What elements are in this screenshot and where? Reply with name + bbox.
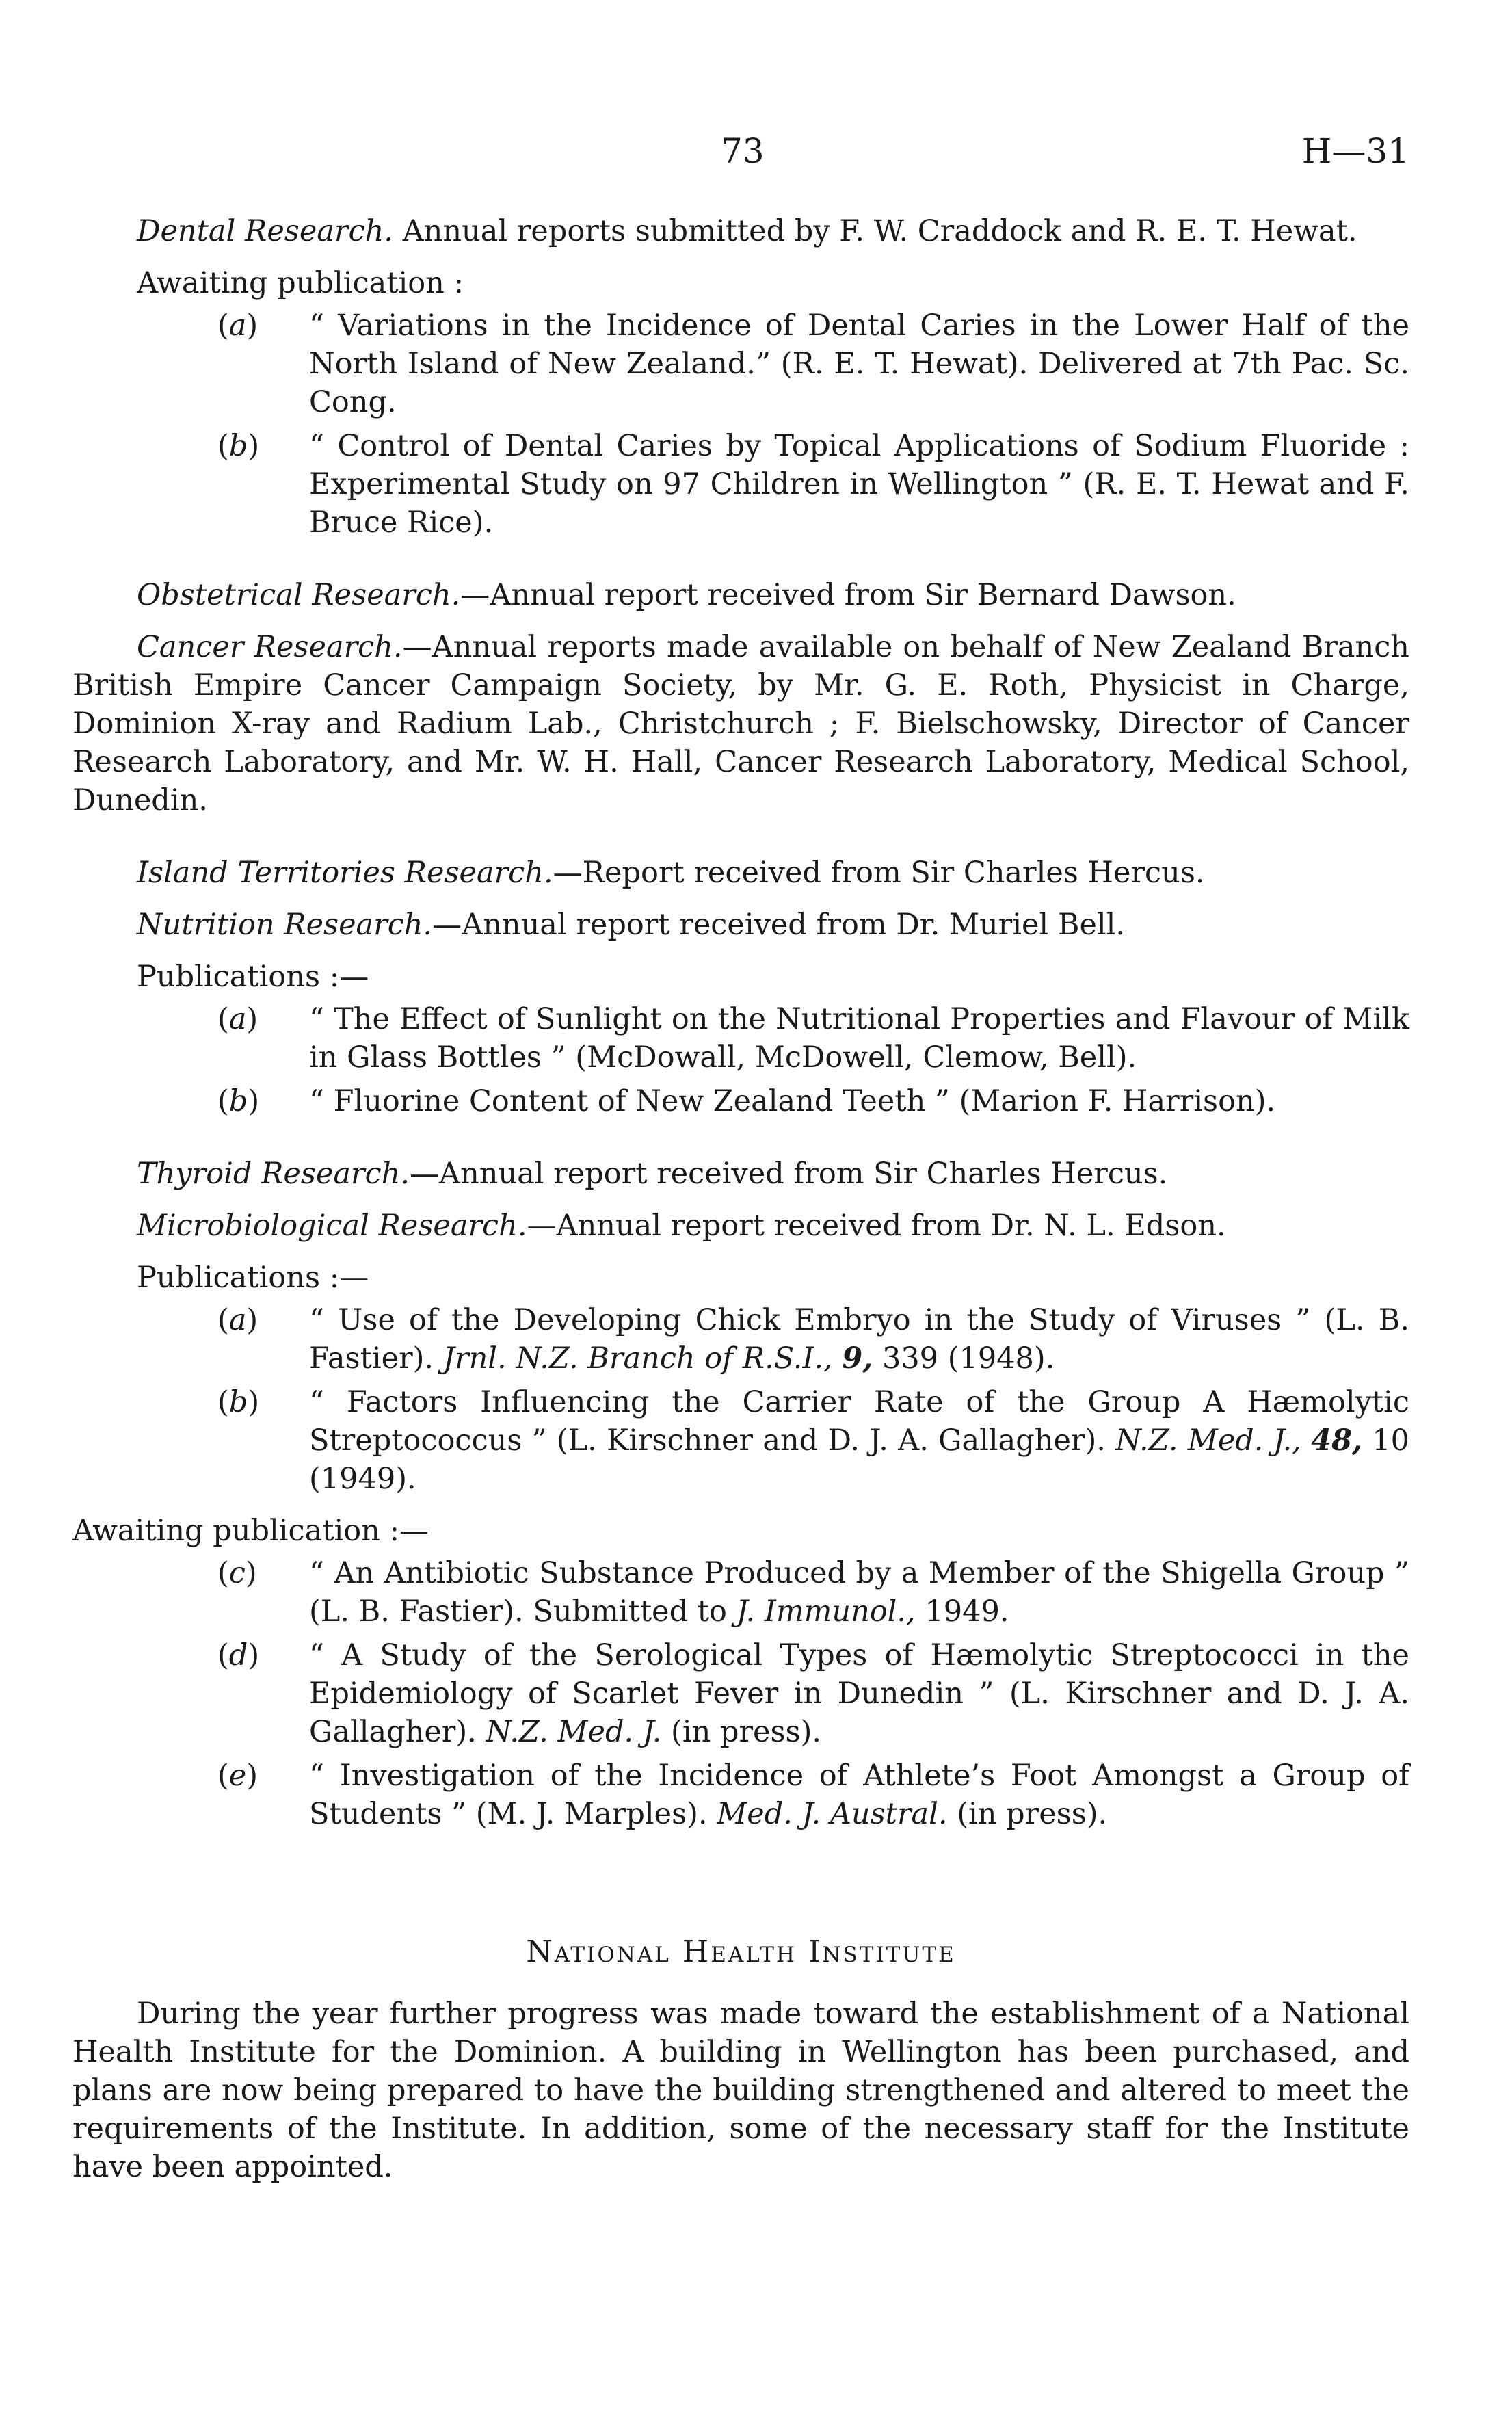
- national-health-institute-paragraph: During the year further progress was made toward the establishment of a National Health Institute for the Dominion. A building in Wellington has been purchased, and plans are now being prepared to have the building strengthened and altered to meet the requirements of the Institute. In addition, some of the necessary staff for the Institute have been appointed.: [72, 1997, 1409, 2184]
- obstetrical-research-heading: Obstetrical Research.: [137, 578, 461, 612]
- nutrition-research-paragraph: [72, 906, 1409, 944]
- nutrition-research-text: —Annual report received from Dr. Muriel Bell.: [432, 908, 1126, 942]
- micro-awaiting-list: [72, 1554, 1409, 1833]
- microbiological-research-paragraph: [72, 1207, 1409, 1245]
- item-letter: (b): [217, 1084, 260, 1118]
- obstetrical-research-paragraph: [72, 576, 1409, 614]
- list-item: [72, 1757, 1409, 1833]
- island-research-text: —Report received from Sir Charles Hercus.: [553, 856, 1205, 890]
- item-text: “ Factors Influencing the Carrier Rate of the Group A Hæmolytic Streptococcus ” (L. Kirschner and D. J. A. Gallagher).: [309, 1385, 1409, 1458]
- micro-publication-list: [72, 1301, 1409, 1498]
- journal-name: J. Immunol.,: [736, 1594, 916, 1629]
- list-item: [72, 427, 1409, 542]
- journal-volume: 48,: [1311, 1423, 1363, 1458]
- item-letter: (d): [217, 1638, 260, 1672]
- cancer-research-text: —Annual reports made available on behalf of New Zealand Branch British Empire Cancer Campaign Society, by Mr. G. E. Roth, Physicist in Charge, Dominion X-ray and Radium Lab., Christchurch ; F. Bielschowsky, Director of Cancer Research Laboratory, and Mr. W. H. Hall, Cancer Research Laboratory, Medical School, Dunedin.: [72, 630, 1409, 817]
- obstetrical-research-text: —Annual report received from Sir Bernard Dawson.: [460, 578, 1236, 612]
- item-text: “ The Effect of Sunlight on the Nutritional Properties and Flavour of Milk in Glass Bottles ” (McDowall, McDowell, Clemow, Bell).: [309, 1002, 1409, 1075]
- journal-pages: 10 (1949).: [309, 1423, 1410, 1496]
- item-text: “ Control of Dental Caries by Topical Applications of Sodium Fluoride : Experimental Study on 97 Children in Wellington ” (R. E. T. Hewat and F. Bruce Rice).: [309, 429, 1409, 540]
- list-item: [72, 1554, 1409, 1631]
- page-number: 73: [721, 131, 765, 171]
- journal-status: (in press).: [661, 1715, 822, 1749]
- journal-name: N.Z. Med. J.: [486, 1715, 662, 1749]
- item-letter: (c): [217, 1556, 257, 1590]
- dental-research-text: Annual reports submitted by F. W. Craddock and R. E. T. Hewat.: [393, 214, 1357, 248]
- microbiological-research-text: —Annual report received from Dr. N. L. Edson.: [527, 1209, 1226, 1243]
- item-letter: (b): [217, 1385, 260, 1419]
- list-item: [72, 1636, 1409, 1751]
- dental-research-paragraph: [72, 212, 1409, 250]
- journal-name: N.Z. Med. J.,: [1115, 1423, 1301, 1458]
- cancer-research-heading: Cancer Research.: [137, 630, 403, 664]
- island-research-paragraph: [72, 854, 1409, 892]
- dental-publication-list: [72, 306, 1409, 542]
- journal-status: (in press).: [947, 1797, 1108, 1831]
- item-text: “ Variations in the Incidence of Dental Caries in the Lower Half of the North Island of New Zealand.” (R. E. T. Hewat). Delivered at 7th Pac. Sc. Cong.: [309, 308, 1409, 419]
- dental-awaiting-label: Awaiting publication :: [137, 266, 464, 300]
- list-item: [72, 1301, 1409, 1378]
- thyroid-research-heading: Thyroid Research.: [137, 1157, 410, 1191]
- nutrition-research-heading: Nutrition Research.: [137, 908, 433, 942]
- document-reference: H—31: [1301, 131, 1409, 171]
- dental-research-heading: Dental Research.: [137, 214, 393, 248]
- item-text: “ Use of the Developing Chick Embryo in the Study of Viruses ” (L. B. Fastier).: [309, 1303, 1409, 1376]
- item-letter: (e): [217, 1759, 258, 1793]
- nutrition-publications-label: Publications :—: [137, 960, 369, 994]
- list-item: [72, 306, 1409, 421]
- journal-volume: 9,: [842, 1341, 873, 1376]
- thyroid-research-text: —Annual report received from Sir Charles Hercus.: [410, 1157, 1168, 1191]
- journal-year: 1949.: [915, 1594, 1009, 1629]
- list-item: [72, 1082, 1409, 1120]
- item-letter: (a): [217, 1303, 258, 1337]
- item-text: “ An Antibiotic Substance Produced by a Member of the Shigella Group ” (L. B. Fastier). Submitted to: [309, 1556, 1409, 1629]
- item-letter: (b): [217, 429, 260, 463]
- list-item: [72, 1383, 1409, 1498]
- national-health-institute-heading: National Health Institute: [526, 1934, 956, 1969]
- item-text: “ Investigation of the Incidence of Athlete’s Foot Amongst a Group of Students ” (M. J. Marples).: [309, 1759, 1409, 1831]
- thyroid-research-paragraph: [72, 1155, 1409, 1193]
- item-text: “ Fluorine Content of New Zealand Teeth ” (Marion F. Harrison).: [309, 1084, 1276, 1118]
- item-letter: (a): [217, 308, 258, 343]
- page-header: [0, 131, 1512, 179]
- cancer-research-paragraph: [72, 628, 1409, 819]
- nutrition-publication-list: [72, 1000, 1409, 1120]
- list-item: [72, 1000, 1409, 1077]
- journal-name: Med. J. Austral.: [717, 1797, 948, 1831]
- island-research-heading: Island Territories Research.: [137, 856, 553, 890]
- micro-publications-label: Publications :—: [137, 1261, 369, 1295]
- item-text: “ A Study of the Serological Types of Hæmolytic Streptococci in the Epidemiology of Scarlet Fever in Dunedin ” (L. Kirschner and D. J. A. Gallagher).: [309, 1638, 1409, 1749]
- microbiological-research-heading: Microbiological Research.: [137, 1209, 527, 1243]
- page-body: [72, 212, 1409, 2186]
- journal-name: Jrnl. N.Z. Branch of R.S.I.,: [442, 1341, 833, 1376]
- journal-pages: 339 (1948).: [873, 1341, 1055, 1376]
- micro-awaiting-label: Awaiting publication :—: [72, 1514, 429, 1548]
- item-letter: (a): [217, 1002, 258, 1036]
